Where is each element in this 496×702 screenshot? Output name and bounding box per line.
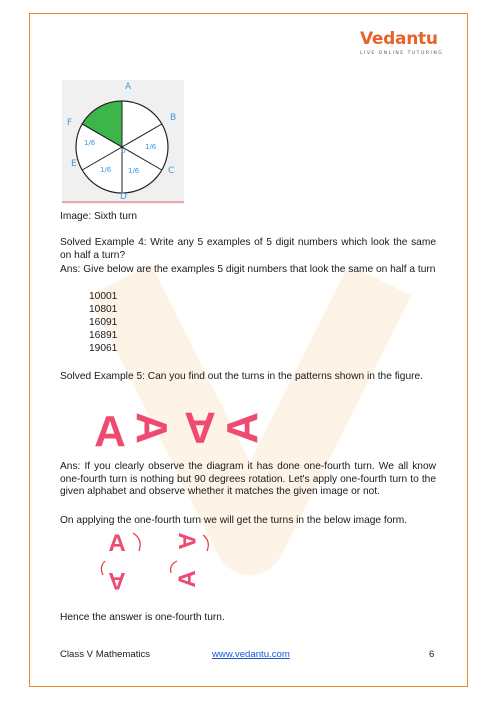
number-item: 10001: [89, 291, 118, 302]
rotation-arrow: [133, 533, 140, 551]
answer-5-paragraph-1: Ans: If you clearly observe the diagram it has done one-fourth turn. We all know one-fourth turn is nothing but 90 degrees rotation. Let's apply one-fourth turn to the given alphabet and observe whether it matches the given image or not.: [60, 461, 436, 498]
fraction-label: 1/6: [145, 143, 157, 151]
example-4-question: Solved Example 4: Write any 5 examples of 5 digit numbers which look the same on half a turn?: [60, 237, 436, 261]
label-c: C: [168, 166, 175, 176]
logo-tagline: LIVE ONLINE TUTORING: [360, 51, 444, 56]
label-e: E: [71, 159, 77, 169]
number-item: 16091: [89, 317, 118, 328]
small-letter-rotated-270: A: [174, 570, 201, 588]
fraction-label: 1/6: [128, 167, 140, 175]
small-letter-rotated-180: A: [108, 567, 126, 594]
number-item: 10801: [89, 304, 118, 315]
logo-word: Vedantu: [360, 29, 438, 49]
footer-class: Class V Mathematics: [60, 649, 151, 660]
fraction-label: 1/6: [84, 139, 96, 147]
label-b: B: [170, 113, 177, 123]
label-f: F: [67, 118, 73, 128]
number-item: 19061: [89, 343, 118, 354]
footer-website-link[interactable]: www.vedantu.com: [212, 649, 290, 660]
answer-5-paragraph-2: On applying the one-fourth turn we will get the turns in the below image form.: [60, 515, 408, 526]
one-fourth-turn-pattern: [95, 527, 220, 597]
image-caption: Image: Sixth turn: [60, 211, 138, 222]
small-letter-rotated-90: A: [173, 532, 200, 550]
label-a: A: [125, 82, 132, 92]
rotated-letters-pattern: [90, 402, 267, 456]
example-5-question: Solved Example 5: Can you find out the turns in the patterns shown in the figure.: [60, 371, 424, 382]
center-label: O: [121, 148, 126, 155]
fraction-label: 1/6: [100, 166, 112, 174]
rotation-arrow: [203, 535, 208, 551]
number-item: 16891: [89, 330, 118, 341]
label-d: D: [120, 192, 127, 202]
example-4-answer: Ans: Give below are the examples 5 digit numbers that look the same on half a turn: [60, 264, 436, 275]
vedantu-logo: [360, 30, 450, 56]
page-number: 6: [429, 649, 435, 660]
small-letter-upright: A: [108, 530, 126, 557]
letter-rotated-90: A: [127, 412, 176, 444]
letter-rotated-270: A: [218, 412, 267, 444]
sixth-turn-diagram: [62, 80, 184, 204]
rotation-arrow: [101, 561, 105, 575]
circle-diagram: [62, 80, 184, 204]
conclusion: Hence the answer is one-fourth turn.: [60, 612, 225, 623]
letter-rotated-180: A: [184, 403, 216, 452]
letter-upright: A: [94, 407, 126, 456]
